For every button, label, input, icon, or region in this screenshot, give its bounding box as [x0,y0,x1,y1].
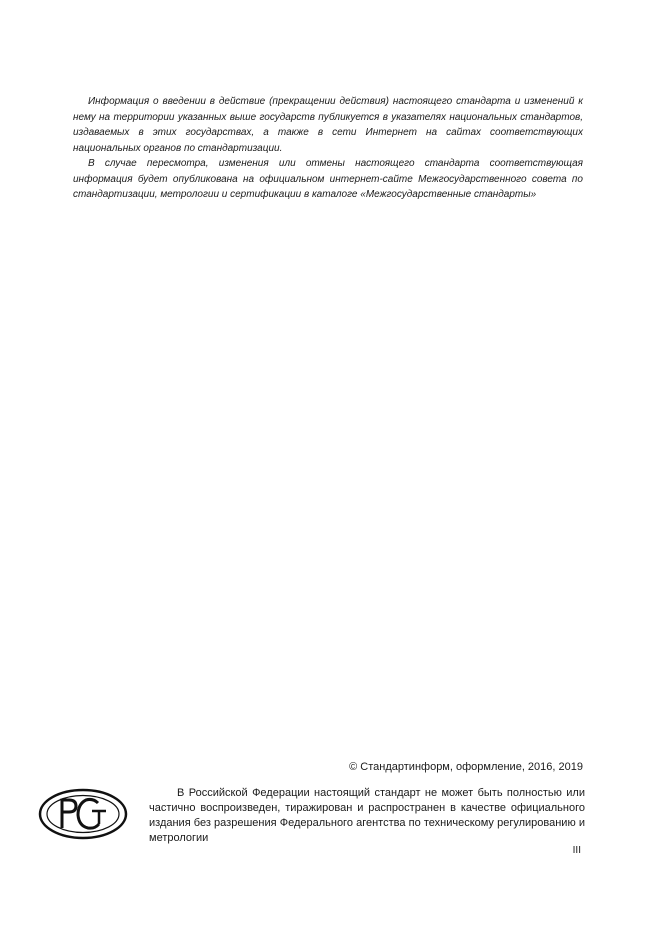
copyright-line: © Стандартинформ, оформление, 2016, 2019 [349,761,583,773]
info-paragraph-revision: В случае пересмотра, изменения или отмены настоящего стандарта соответствующая информация будет опубликована на официальном интернет-сайте Межгосударственного совета по стандартизации, метрологии и сертификации в каталоге «Межгосударственные стандарты» [73,158,583,200]
reproduction-notice [149,786,585,846]
page-number: III [572,845,581,856]
reproduction-notice-text: В Российской Федерации настоящий стандарт не может быть полностью или частично воспроизведен, тиражирован и распространен в качестве официального издания без разрешения Федерального агентства по техническому регулированию и метрологии [149,787,585,844]
standard-info-block [73,94,583,203]
rst-logo-icon [38,788,128,840]
info-paragraph-introduction: Информация о введении в действие (прекращении действия) настоящего стандарта и изменений к нему на территории указанных выше государств публикуется в указателях национальных стандартов, издаваемых в этих государствах, а также в сети Интернет на сайтах соответствующих национальных органов по стандартизации. [73,96,583,154]
